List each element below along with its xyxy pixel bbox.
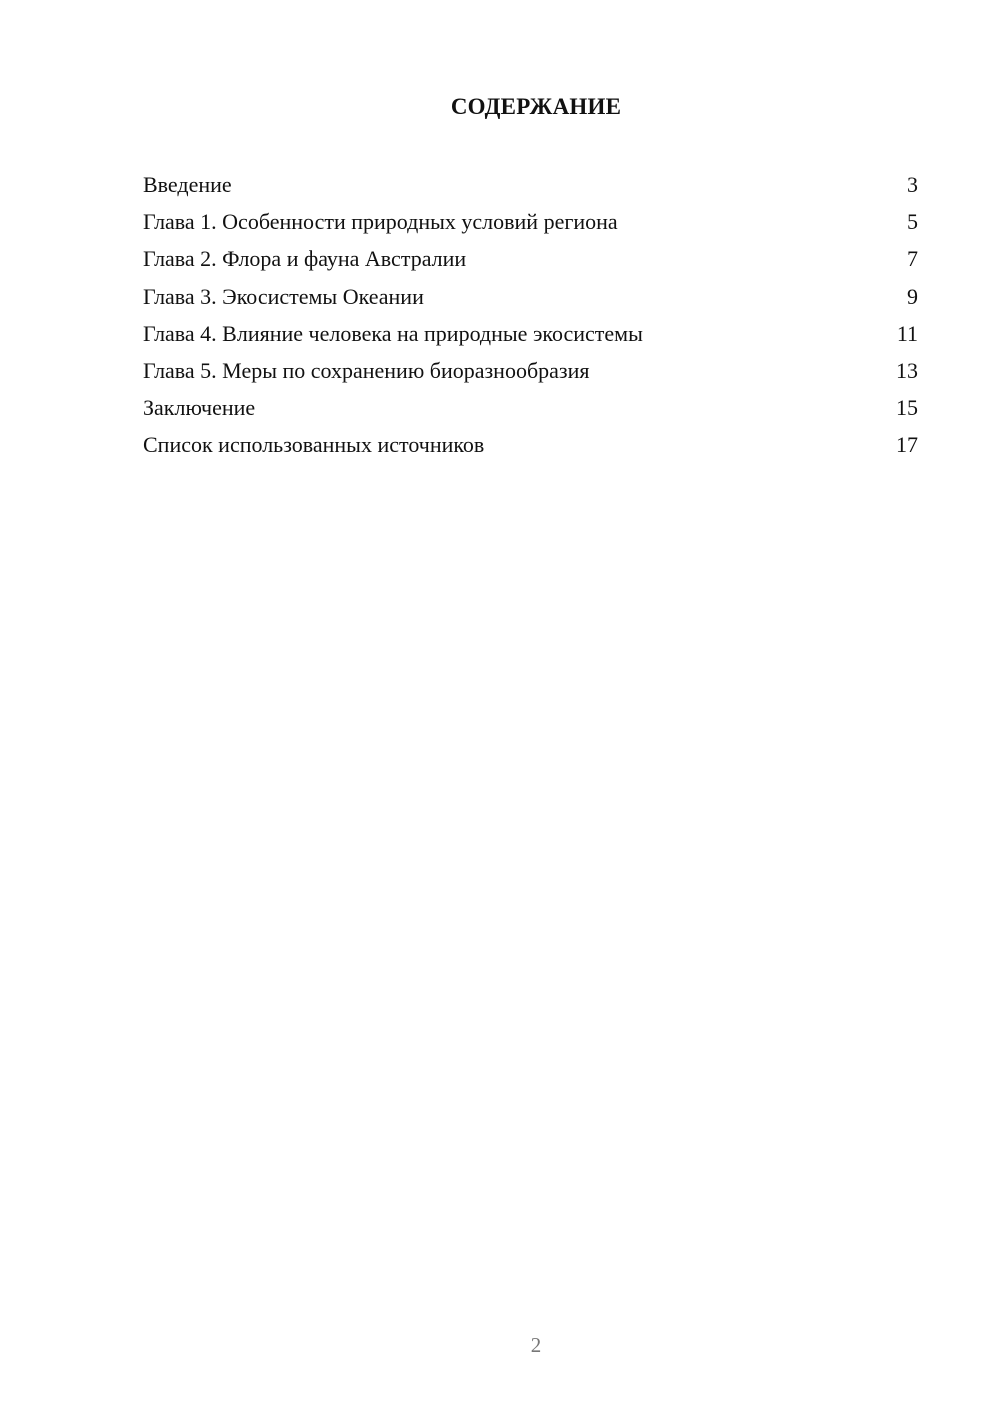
toc-row-label: Глава 3. Экосистемы Океании: [143, 283, 424, 309]
toc-row-label: Глава 5. Меры по сохранению биоразнообразия: [143, 357, 590, 383]
toc-row: [143, 280, 918, 317]
page-title: СОДЕРЖАНИЕ: [450, 94, 622, 119]
toc-row-page: 9: [907, 283, 918, 309]
toc-row-page: 7: [907, 246, 918, 272]
toc-row: [143, 317, 918, 354]
toc-row: [143, 428, 918, 465]
toc-row-label: Глава 4. Влияние человека на природные экосистемы: [143, 320, 643, 346]
toc-row-label: Глава 1. Особенности природных условий региона: [143, 209, 618, 235]
toc-row-page: 15: [896, 395, 918, 421]
page-number: 2: [530, 1333, 542, 1357]
toc-row-label: Список использованных источников: [143, 432, 485, 458]
toc-row: [143, 205, 918, 242]
toc-row-label: Заключение: [143, 395, 256, 421]
toc-row-page: 13: [896, 357, 918, 383]
toc-row-label: Введение: [143, 172, 232, 197]
toc-row-page: 5: [907, 209, 918, 235]
toc-row: [143, 168, 918, 205]
toc-row: [143, 354, 918, 391]
table-of-contents: [143, 168, 918, 466]
toc-row-page: 11: [896, 320, 918, 346]
toc-row-page: 17: [896, 432, 918, 458]
toc-row-page: 3: [907, 172, 918, 197]
toc-row: [143, 391, 918, 428]
toc-row-label: Глава 2. Флора и фауна Австралии: [143, 246, 467, 272]
toc-row: [143, 242, 918, 279]
